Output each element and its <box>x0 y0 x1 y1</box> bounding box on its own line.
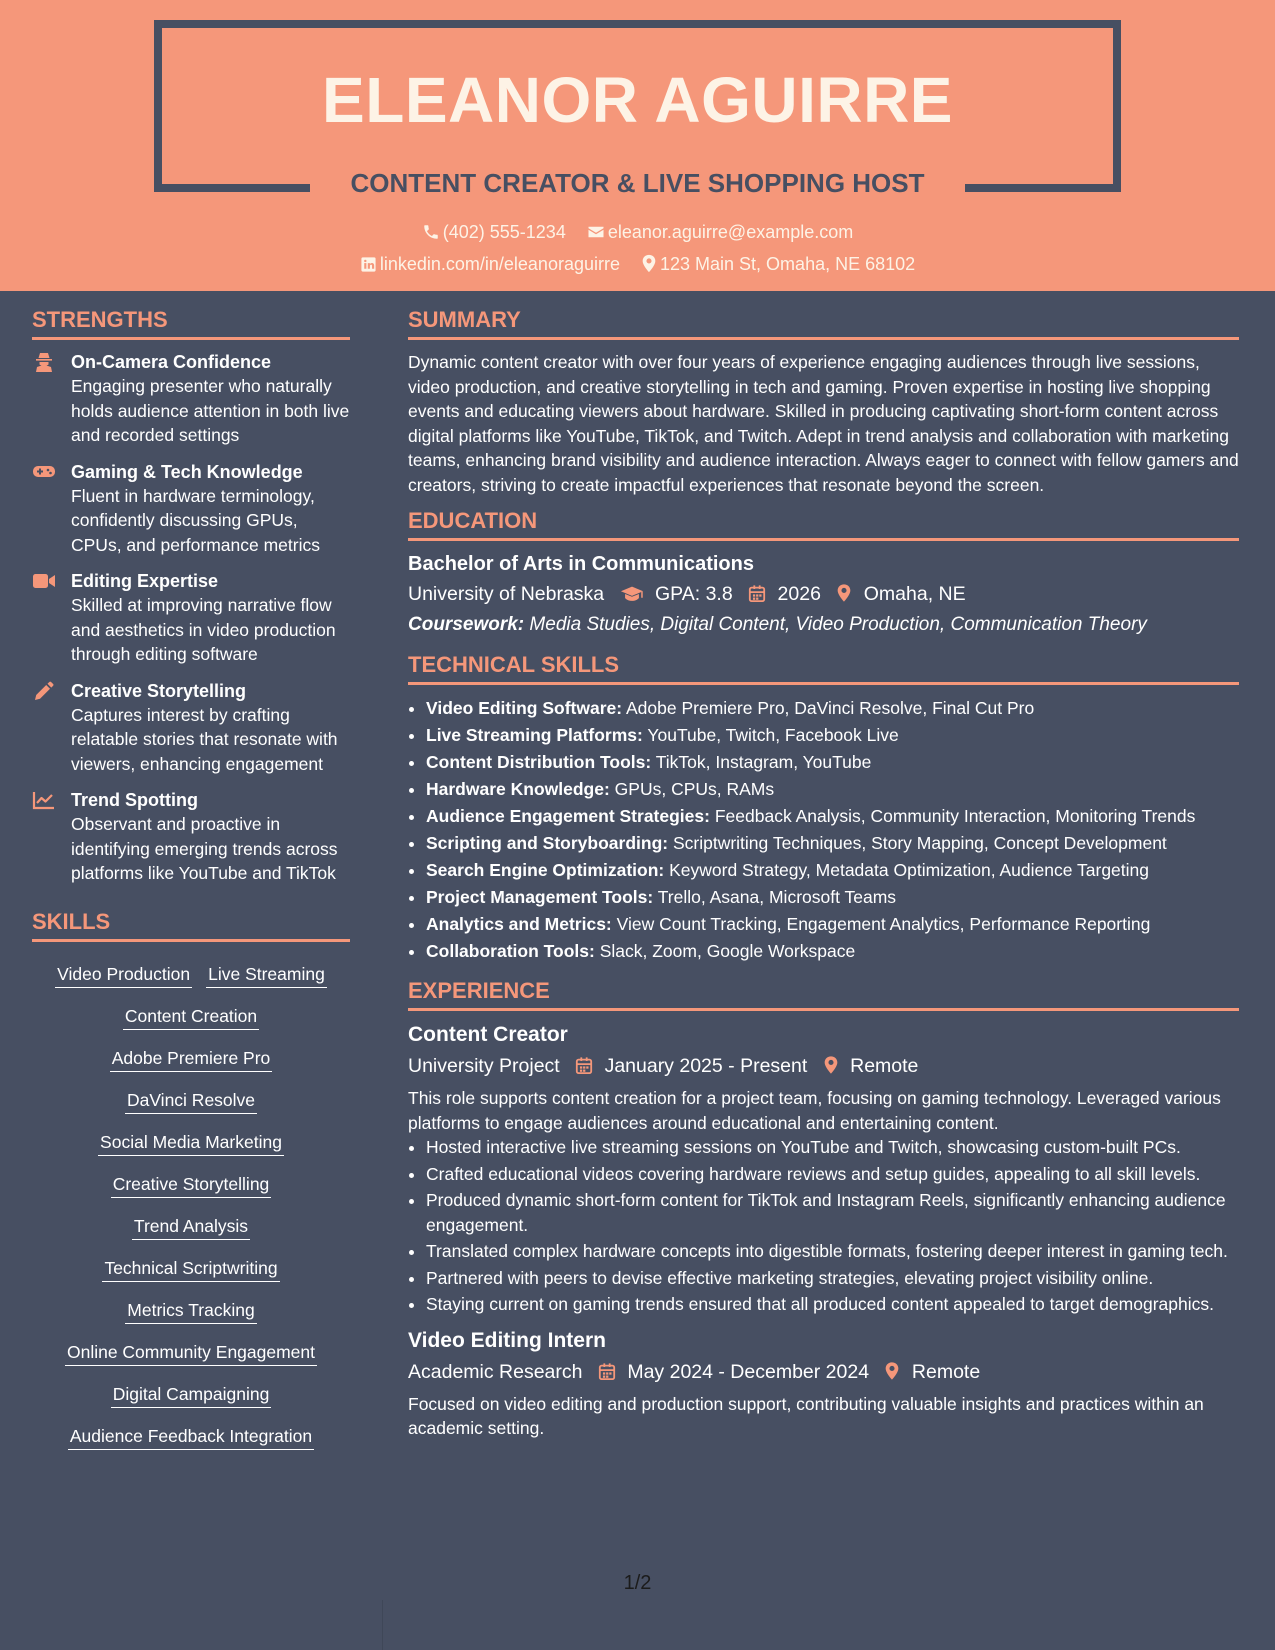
address-text: 123 Main St, Omaha, NE 68102 <box>660 254 916 274</box>
strength-item <box>32 460 350 558</box>
right-column <box>408 306 1239 1441</box>
job-title: Video Editing Intern <box>408 1328 606 1352</box>
candidate-name: ELEANOR AGUIRRE <box>322 64 953 136</box>
strength-title: Creative Storytelling <box>71 680 247 701</box>
email-text[interactable]: eleanor.aguirre@example.com <box>607 222 854 242</box>
strength-title: On-Camera Confidence <box>71 352 272 372</box>
summary-text: Dynamic content creator with over four years of experience engaging audiences through live sessions, video production, and creative storytelling in tech and gaming. Proven expertise in hosting live shopping events and educating viewers about hardware. Skilled in producing captivating short-form content across digital platforms like YouTube, TikTok, and Twitch. Adept in trend analysis and collaboration with marketing teams, enhancing brand visibility and audience interaction. Always eager to connect with fellow gamers and creators, striving to create impactful experiences that resonate beyond the screen. <box>408 352 1239 495</box>
chart-line-icon <box>32 790 56 810</box>
contact-row-2 <box>0 252 1275 276</box>
list-item: • Translated complex hardware concepts into digestible formats, fostering deeper interest in gaming tech. <box>426 1239 1239 1264</box>
left-column <box>32 306 350 1458</box>
graduation-year: 2026 <box>777 583 821 605</box>
tech-skill-label: Collaboration Tools: <box>426 941 595 961</box>
tech-skill-value: Feedback Analysis, Community Interaction, Monitoring Trends <box>714 806 1196 826</box>
tech-skill-label: Content Distribution Tools: <box>426 752 652 772</box>
skill-tag: Creative Storytelling <box>111 1172 272 1198</box>
gpa-text: GPA: 3.8 <box>655 583 733 605</box>
strength-description: Captures interest by crafting relatable stories that resonate with viewers, enhancing engagement <box>71 704 338 774</box>
job-meta <box>408 1052 1239 1080</box>
list-item: • Staying current on gaming trends ensured that all produced content appealed to target demographics. <box>426 1292 1239 1317</box>
tech-skill-label: Live Streaming Platforms: <box>426 725 643 745</box>
job-organization: Academic Research <box>408 1360 583 1383</box>
job-title: Content Creator <box>408 1023 568 1046</box>
job-location: Remote <box>850 1055 919 1077</box>
skill-tag: Technical Scriptwriting <box>102 1256 279 1282</box>
list-item: • Produced dynamic short-form content for TikTok and Instagram Reels, significantly enhancing audience engagement. <box>426 1188 1239 1237</box>
tech-skill-value: Scriptwriting Techniques, Story Mapping, Concept Development <box>672 833 1167 853</box>
tech-skill-value: TikTok, Instagram, YouTube <box>655 752 872 772</box>
calendar-icon <box>575 1056 593 1075</box>
tech-skill-label: Project Management Tools: <box>426 887 654 907</box>
skill-tag: Social Media Marketing <box>98 1130 284 1156</box>
experience-heading: EXPERIENCE <box>408 977 1239 1011</box>
envelope-icon <box>587 223 605 241</box>
strength-description: Skilled at improving narrative flow and aesthetics in video production through editing software <box>71 595 336 664</box>
calendar-icon <box>748 584 766 603</box>
job-organization: University Project <box>408 1055 560 1077</box>
list-item: • Crafted educational videos covering hardware reviews and setup guides, appealing to all skill levels. <box>426 1162 1239 1187</box>
skill-tag: Online Community Engagement <box>65 1340 317 1366</box>
tech-skill-value: Slack, Zoom, Google Workspace <box>599 941 856 961</box>
list-item <box>426 911 1239 938</box>
list-item <box>426 884 1239 911</box>
tech-skill-label: Analytics and Metrics: <box>426 914 612 934</box>
job-meta <box>408 1358 1239 1386</box>
map-marker-icon <box>836 583 852 603</box>
skill-tag: DaVinci Resolve <box>125 1088 257 1114</box>
strength-description: Fluent in hardware terminology, confidently discussing GPUs, CPUs, and performance metrics <box>71 485 320 555</box>
education-meta <box>408 580 1239 608</box>
list-item <box>426 776 1239 803</box>
job-location: Remote <box>911 1360 981 1383</box>
strength-description: Engaging presenter who naturally holds audience attention in both live and recorded settings <box>71 376 350 445</box>
technical-skills-heading: TECHNICAL SKILLS <box>408 651 1239 685</box>
phone-icon <box>422 223 440 241</box>
list-item <box>426 830 1239 857</box>
column-separator <box>382 1600 383 1650</box>
calendar-icon <box>598 1362 616 1381</box>
tech-skill-value: GPUs, CPUs, RAMs <box>614 779 775 799</box>
tech-skill-value: Adobe Premiere Pro, DaVinci Resolve, Final Cut Pro <box>626 698 1035 718</box>
job-description: Focused on video editing and production support, contributing valuable insights and practices within an academic setting. <box>408 1393 1204 1438</box>
map-marker-icon <box>641 254 657 273</box>
tech-skill-label: Hardware Knowledge: <box>426 779 610 799</box>
list-item <box>426 749 1239 776</box>
strengths-heading: STRENGTHS <box>32 306 350 340</box>
strength-title: Gaming & Tech Knowledge <box>71 461 303 482</box>
skill-tag: Audience Feedback Integration <box>68 1424 314 1450</box>
strength-title: Editing Expertise <box>71 571 219 591</box>
list-item <box>426 695 1239 722</box>
tech-skill-label: Search Engine Optimization: <box>426 860 665 880</box>
strength-title: Trend Spotting <box>71 790 198 810</box>
skill-tag: Digital Campaigning <box>111 1382 272 1408</box>
video-camera-icon <box>32 571 56 591</box>
list-item <box>426 803 1239 830</box>
list-item: • Partnered with peers to devise effective marketing strategies, elevating project visibility online. <box>426 1266 1239 1291</box>
school-name: University of Nebraska <box>408 583 605 605</box>
summary-heading: SUMMARY <box>408 306 1239 340</box>
education-heading: EDUCATION <box>408 507 1239 541</box>
contact-row-1 <box>0 220 1275 244</box>
strengths-list <box>32 350 350 886</box>
list-item: • Hosted interactive live streaming sessions on YouTube and Twitch, showcasing custom-built PCs. <box>426 1135 1239 1160</box>
list-item <box>426 857 1239 884</box>
job-dates: January 2025 - Present <box>604 1055 808 1077</box>
skill-tag: Metrics Tracking <box>125 1298 256 1324</box>
skills-list <box>32 952 350 1458</box>
job-dates: May 2024 - December 2024 <box>627 1360 870 1383</box>
linkedin-item <box>360 252 620 276</box>
skill-tag: Adobe Premiere Pro <box>110 1046 273 1072</box>
tech-skill-label: Scripting and Storyboarding: <box>426 833 669 853</box>
job-entry <box>408 1021 1239 1317</box>
strength-item <box>32 569 350 667</box>
coursework-label: Coursework: <box>408 614 525 635</box>
tech-skill-value: YouTube, Twitch, Facebook Live <box>647 725 899 745</box>
strength-item <box>32 350 350 448</box>
job-title: CONTENT CREATOR & LIVE SHOPPING HOST <box>350 168 925 198</box>
strength-item <box>32 788 350 886</box>
strength-item <box>32 679 350 777</box>
linkedin-icon <box>360 256 377 273</box>
list-item <box>426 722 1239 749</box>
coursework-text: Media Studies, Digital Content, Video Production, Communication Theory <box>529 614 1147 635</box>
education-location: Omaha, NE <box>863 583 966 605</box>
page-number: 1/2 <box>623 1572 652 1594</box>
degree-title: Bachelor of Arts in Communications <box>408 553 754 575</box>
technical-skills-list <box>408 695 1239 965</box>
phone-text[interactable]: (402) 555-1234 <box>442 222 566 242</box>
skill-tag: Live Streaming <box>206 962 327 988</box>
graduation-cap-icon <box>620 585 644 603</box>
list-item <box>426 938 1239 965</box>
skill-tag: Trend Analysis <box>132 1214 250 1240</box>
coursework <box>408 611 1239 639</box>
tech-skill-value: View Count Tracking, Engagement Analytics, Performance Reporting <box>616 914 1151 934</box>
job-description: This role supports content creation for a project team, focusing on gaming technology. Leveraged various platforms to engage audiences around educational and entertaining content. <box>408 1088 1221 1133</box>
tech-skill-label: Audience Engagement Strategies: <box>426 806 710 826</box>
tech-skill-value: Keyword Strategy, Metadata Optimization, Audience Targeting <box>669 860 1150 880</box>
linkedin-text[interactable]: linkedin.com/in/eleanoraguirre <box>379 254 620 274</box>
pencil-icon <box>32 681 56 701</box>
strength-description: Observant and proactive in identifying emerging trends across platforms like YouTube and TikTok <box>71 814 338 883</box>
skills-heading: SKILLS <box>32 908 350 942</box>
user-secret-icon <box>32 352 56 372</box>
map-marker-icon <box>823 1055 839 1075</box>
resume-header <box>0 0 1275 291</box>
tech-skill-label: Video Editing Software: <box>426 698 623 718</box>
job-responsibilities <box>408 1135 1239 1317</box>
phone-item <box>422 220 566 244</box>
gamepad-icon <box>32 462 56 482</box>
skill-tag: Content Creation <box>123 1004 259 1030</box>
header-frame-top <box>154 20 1121 28</box>
email-item <box>587 220 853 244</box>
skill-tag: Video Production <box>55 962 192 988</box>
job-entry <box>408 1327 1239 1441</box>
map-marker-icon <box>884 1361 900 1381</box>
address-item <box>641 252 915 276</box>
tech-skill-value: Trello, Asana, Microsoft Teams <box>657 887 897 907</box>
